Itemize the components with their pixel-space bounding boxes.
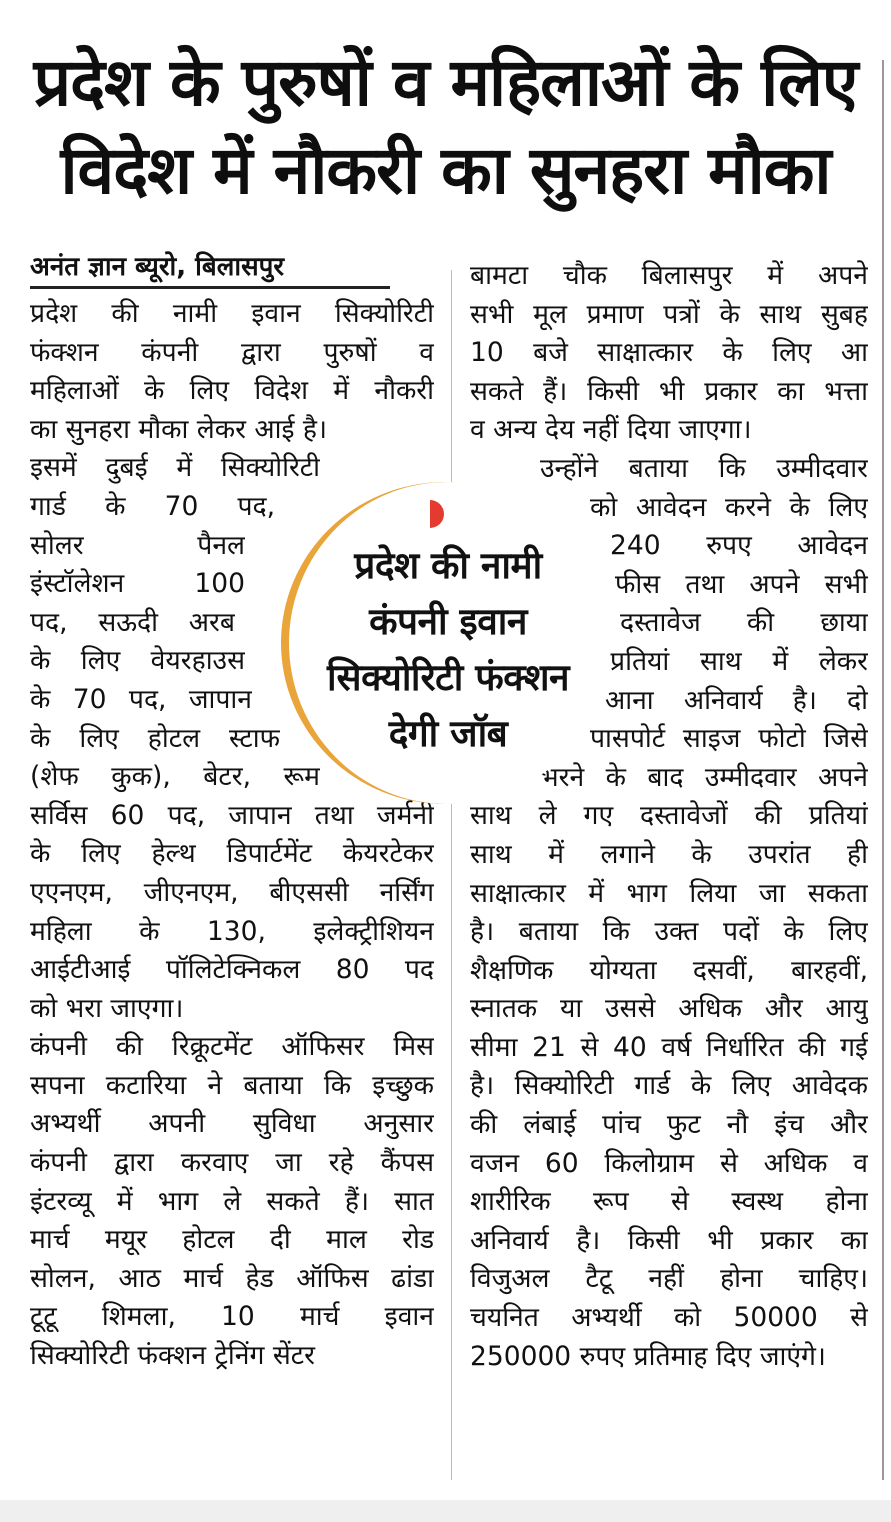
text-line: भरने के बाद उम्मीदवार अपने — [540, 761, 868, 793]
text-line: साथ ले गए दस्तावेजों की प्रतियां — [470, 800, 868, 832]
text-line: एएनएम, जीएनएम, बीएससी नर्सिंग — [30, 876, 434, 908]
text-line: सकते हैं। किसी भी प्रकार का भत्ता — [470, 375, 868, 407]
text-line: महिलाओं के लिए विदेश में नौकरी — [30, 375, 434, 407]
text-line: सर्विस 60 पद, जापान तथा जर्मनी — [30, 799, 434, 831]
headline-line-2: विदेश में नौकरी का सुनहरा मौका — [60, 132, 831, 209]
text-line: विजुअल टैटू नहीं होना चाहिए। — [470, 1263, 868, 1295]
text-line: को भरा जाएगा। — [30, 992, 184, 1024]
text-line: के 70 पद, जापान — [30, 683, 252, 715]
text-line: की लंबाई पांच फुट नौ इंच और — [470, 1109, 868, 1141]
text-line: सिक्योरिटी फंक्शन ट्रेनिंग सेंटर — [30, 1340, 315, 1372]
text-line: बामटा चौक बिलासपुर में अपने — [470, 260, 868, 291]
text-line: वजन 60 किलोग्राम से अधिक व — [470, 1147, 868, 1179]
page-edge-line — [882, 60, 884, 1480]
text-line: साक्षात्कार में भाग लिया जा सकता — [470, 877, 868, 909]
text-line: शारीरिक रूप से स्वस्थ होना — [470, 1186, 868, 1218]
text-line: सोलर पैनल — [30, 529, 245, 561]
text-line: टूटू शिमला, 10 मार्च इवान — [30, 1301, 434, 1333]
text-line: सपना कटारिया ने बताया कि इच्छुक — [30, 1069, 434, 1101]
text-line: अनिवार्य है। किसी भी प्रकार का — [470, 1224, 868, 1256]
text-line: इंस्टॉलेशन 100 — [30, 568, 245, 600]
text-line: का सुनहरा मौका लेकर आई है। — [30, 413, 328, 445]
text-line: 240 रुपए आवेदन — [610, 530, 868, 562]
text-line: को आवेदन करने के लिए — [590, 491, 868, 523]
pull-quote-line: प्रदेश की नामी — [354, 544, 542, 587]
text-line: प्रतियां साथ में लेकर — [610, 645, 868, 677]
headline-line-1: प्रदेश के पुरुषों व महिलाओं के लिए — [33, 44, 858, 121]
text-line: महिला के 130, इलेक्ट्रीशियन — [30, 915, 434, 947]
text-line: उन्होंने बताया कि उम्मीदवार — [540, 452, 868, 484]
text-line: फंक्शन कंपनी द्वारा पुरुषों व — [30, 336, 434, 368]
text-line: आना अनिवार्य है। दो — [605, 684, 868, 716]
text-line: साथ में लगाने के उपरांत ही — [470, 838, 868, 870]
byline: अनंत ज्ञान ब्यूरो, बिलासपुर — [30, 248, 390, 289]
text-line: के लिए हेल्थ डिपार्टमेंट केयरटेकर — [30, 838, 434, 870]
text-line: है। सिक्योरिटी गार्ड के लिए आवेदक — [470, 1070, 868, 1102]
text-line: के लिए वेयरहाउस — [30, 645, 245, 677]
pull-quote-line: कंपनी इवान — [369, 600, 527, 643]
text-line: प्रदेश की नामी इवान सिक्योरिटी — [30, 298, 434, 329]
text-line: सभी मूल प्रमाण पत्रों के साथ सुबह — [470, 298, 868, 330]
text-line: मार्च मयूर होटल दी माल रोड — [30, 1224, 434, 1256]
text-line: सोलन, आठ मार्च हेड ऑफिस ढांडा — [30, 1262, 434, 1294]
text-line: पासपोर्ट साइज फोटो जिसे — [590, 723, 868, 755]
text-line: गार्ड के 70 पद, — [30, 490, 275, 522]
pull-quote-line: देगी जॉब — [388, 712, 508, 755]
bottom-strip — [0, 1500, 891, 1522]
left-column — [30, 295, 434, 1376]
text-line: दस्तावेज की छाया — [620, 607, 868, 639]
text-line: सीमा 21 से 40 वर्ष निर्धारित की गई — [470, 1031, 868, 1063]
column-divider — [451, 270, 452, 1480]
text-line: कंपनी की रिक्रूटमेंट ऑफिसर मिस — [30, 1031, 434, 1063]
pull-quote — [290, 538, 606, 762]
text-line: व अन्य देय नहीं दिया जाएगा। — [470, 414, 752, 446]
text-line: 250000 रुपए प्रतिमाह दिए जाएंगे। — [470, 1340, 826, 1372]
text-line: इंटरव्यू में भाग ले सकते हैं। सात — [30, 1185, 434, 1217]
text-line: चयनित अभ्यर्थी को 50000 से — [470, 1302, 868, 1334]
text-line: है। बताया कि उक्त पदों के लिए — [470, 916, 868, 948]
text-line: अभ्यर्थी अपनी सुविधा अनुसार — [30, 1108, 434, 1140]
text-line: 10 बजे साक्षात्कार के लिए आ — [470, 337, 868, 369]
right-column — [470, 257, 868, 1376]
text-line: आईटीआई पॉलिटेक्निकल 80 पद — [30, 954, 434, 986]
text-line: इसमें दुबई में सिक्योरिटी — [30, 452, 320, 484]
text-line: पद, सऊदी अरब — [30, 606, 235, 638]
text-line: स्नातक या उससे अधिक और आयु — [470, 993, 868, 1025]
text-line: के लिए होटल स्टाफ — [30, 722, 280, 754]
pull-quote-line: सिक्योरिटी फंक्शन — [326, 656, 570, 699]
text-line: फीस तथा अपने सभी — [615, 568, 868, 600]
text-line: कंपनी द्वारा करवाए जा रहे कैंपस — [30, 1147, 434, 1179]
text-line: (शेफ कुक), बेटर, रूम — [30, 761, 320, 793]
text-line: शैक्षणिक योग्यता दसवीं, बारहवीं, — [470, 954, 868, 986]
